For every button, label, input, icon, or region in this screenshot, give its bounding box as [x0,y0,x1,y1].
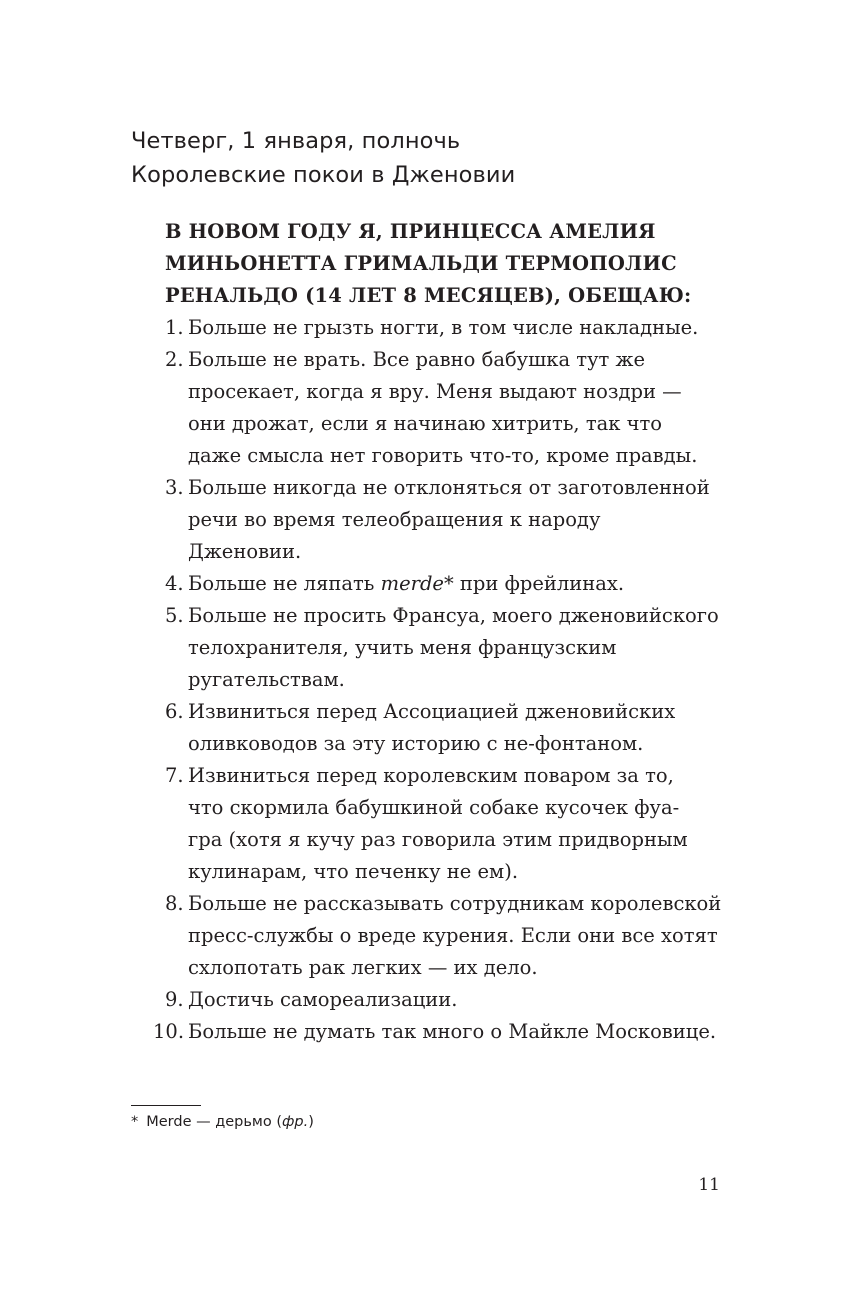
item-line: Достичь самореализации. [188,988,458,1011]
item-line: что скормила бабушкиной собаке кусочек фуа- [188,796,680,819]
item-number: 8. [165,892,184,915]
item-line: Больше не грызть ногти, в том числе накладные. [188,316,699,339]
item-number: 3. [165,476,184,499]
item-line: они дрожат, если я начинаю хитрить, так что [188,412,663,435]
intro-line: РЕНАЛЬДО (14 ЛЕТ 8 МЕСЯЦЕВ), ОБЕЩАЮ: [165,284,692,307]
list-item [165,344,735,472]
resolution-block [153,216,735,1048]
item-line: Дженовии. [188,540,302,563]
item-line: оливководов за эту историю с не-фонтаном. [188,732,644,755]
item-text: Больше не ляпать [188,572,381,595]
item-line: Больше не думать так много о Майкле Московице. [188,1020,717,1043]
resolution-list [153,312,735,1048]
item-text: * при фрейлинах. [443,572,625,595]
list-item [165,568,735,600]
item-number: 7. [165,764,184,787]
list-item [165,600,735,696]
item-number: 2. [165,348,184,371]
item-number: 10. [153,1020,185,1043]
footnote-mark: * [131,1114,139,1130]
foreign-word: merde [380,572,444,595]
item-line: гра (хотя я кучу раз говорила этим придворным [188,828,688,851]
list-item [165,312,735,344]
item-line: Больше никогда не отклоняться от заготовленной [188,476,710,499]
footnote [131,1111,314,1133]
intro-line: МИНЬОНЕТТА ГРИМАЛЬДИ ТЕРМОПОЛИС [165,252,677,275]
item-line: Больше не просить Франсуа, моего дженовийского [188,604,719,627]
item-line: даже смысла нет говорить что-то, кроме правды. [188,444,698,467]
list-item [165,472,735,568]
item-number: 1. [165,316,184,339]
item-number: 5. [165,604,184,627]
place-line: Королевские покои в Дженовии [131,162,516,188]
resolution-intro [165,216,735,312]
chapter-header [131,124,751,192]
item-line: речи во время телеобращения к народу [188,508,601,531]
intro-line: В НОВОМ ГОДУ Я, ПРИНЦЕССА АМЕЛИЯ [165,220,656,243]
item-line: Извиниться перед Ассоциацией дженовийских [188,700,676,723]
item-line: Извиниться перед королевским поваром за то, [188,764,674,787]
item-line: просекает, когда я вру. Меня выдают ноздри — [188,380,682,403]
footnote-text: Merde — дерьмо ( [146,1114,283,1130]
item-line: телохранителя, учить меня французским [188,636,617,659]
item-line: Больше не рассказывать сотрудникам королевской [188,892,722,915]
page-number: 11 [698,1175,720,1195]
date-line: Четверг, 1 января, полночь [131,128,461,154]
item-line [188,568,735,600]
item-number: 4. [165,572,184,595]
footnote-lang: фр. [282,1114,309,1130]
footnote-divider [131,1105,201,1106]
list-item [165,984,735,1016]
list-item [165,696,735,760]
list-item [165,888,735,984]
footnote-close: ) [308,1114,314,1130]
item-line: схлопотать рак легких — их дело. [188,956,538,979]
list-item [165,760,735,888]
item-line: кулинарам, что печенку не ем). [188,860,519,883]
item-line: Больше не врать. Все равно бабушка тут же [188,348,646,371]
item-line: пресс-службы о вреде курения. Если они все хотят [188,924,718,947]
item-number: 9. [165,988,184,1011]
list-item [153,1016,735,1048]
item-line: ругательствам. [188,668,345,691]
item-number: 6. [165,700,184,723]
